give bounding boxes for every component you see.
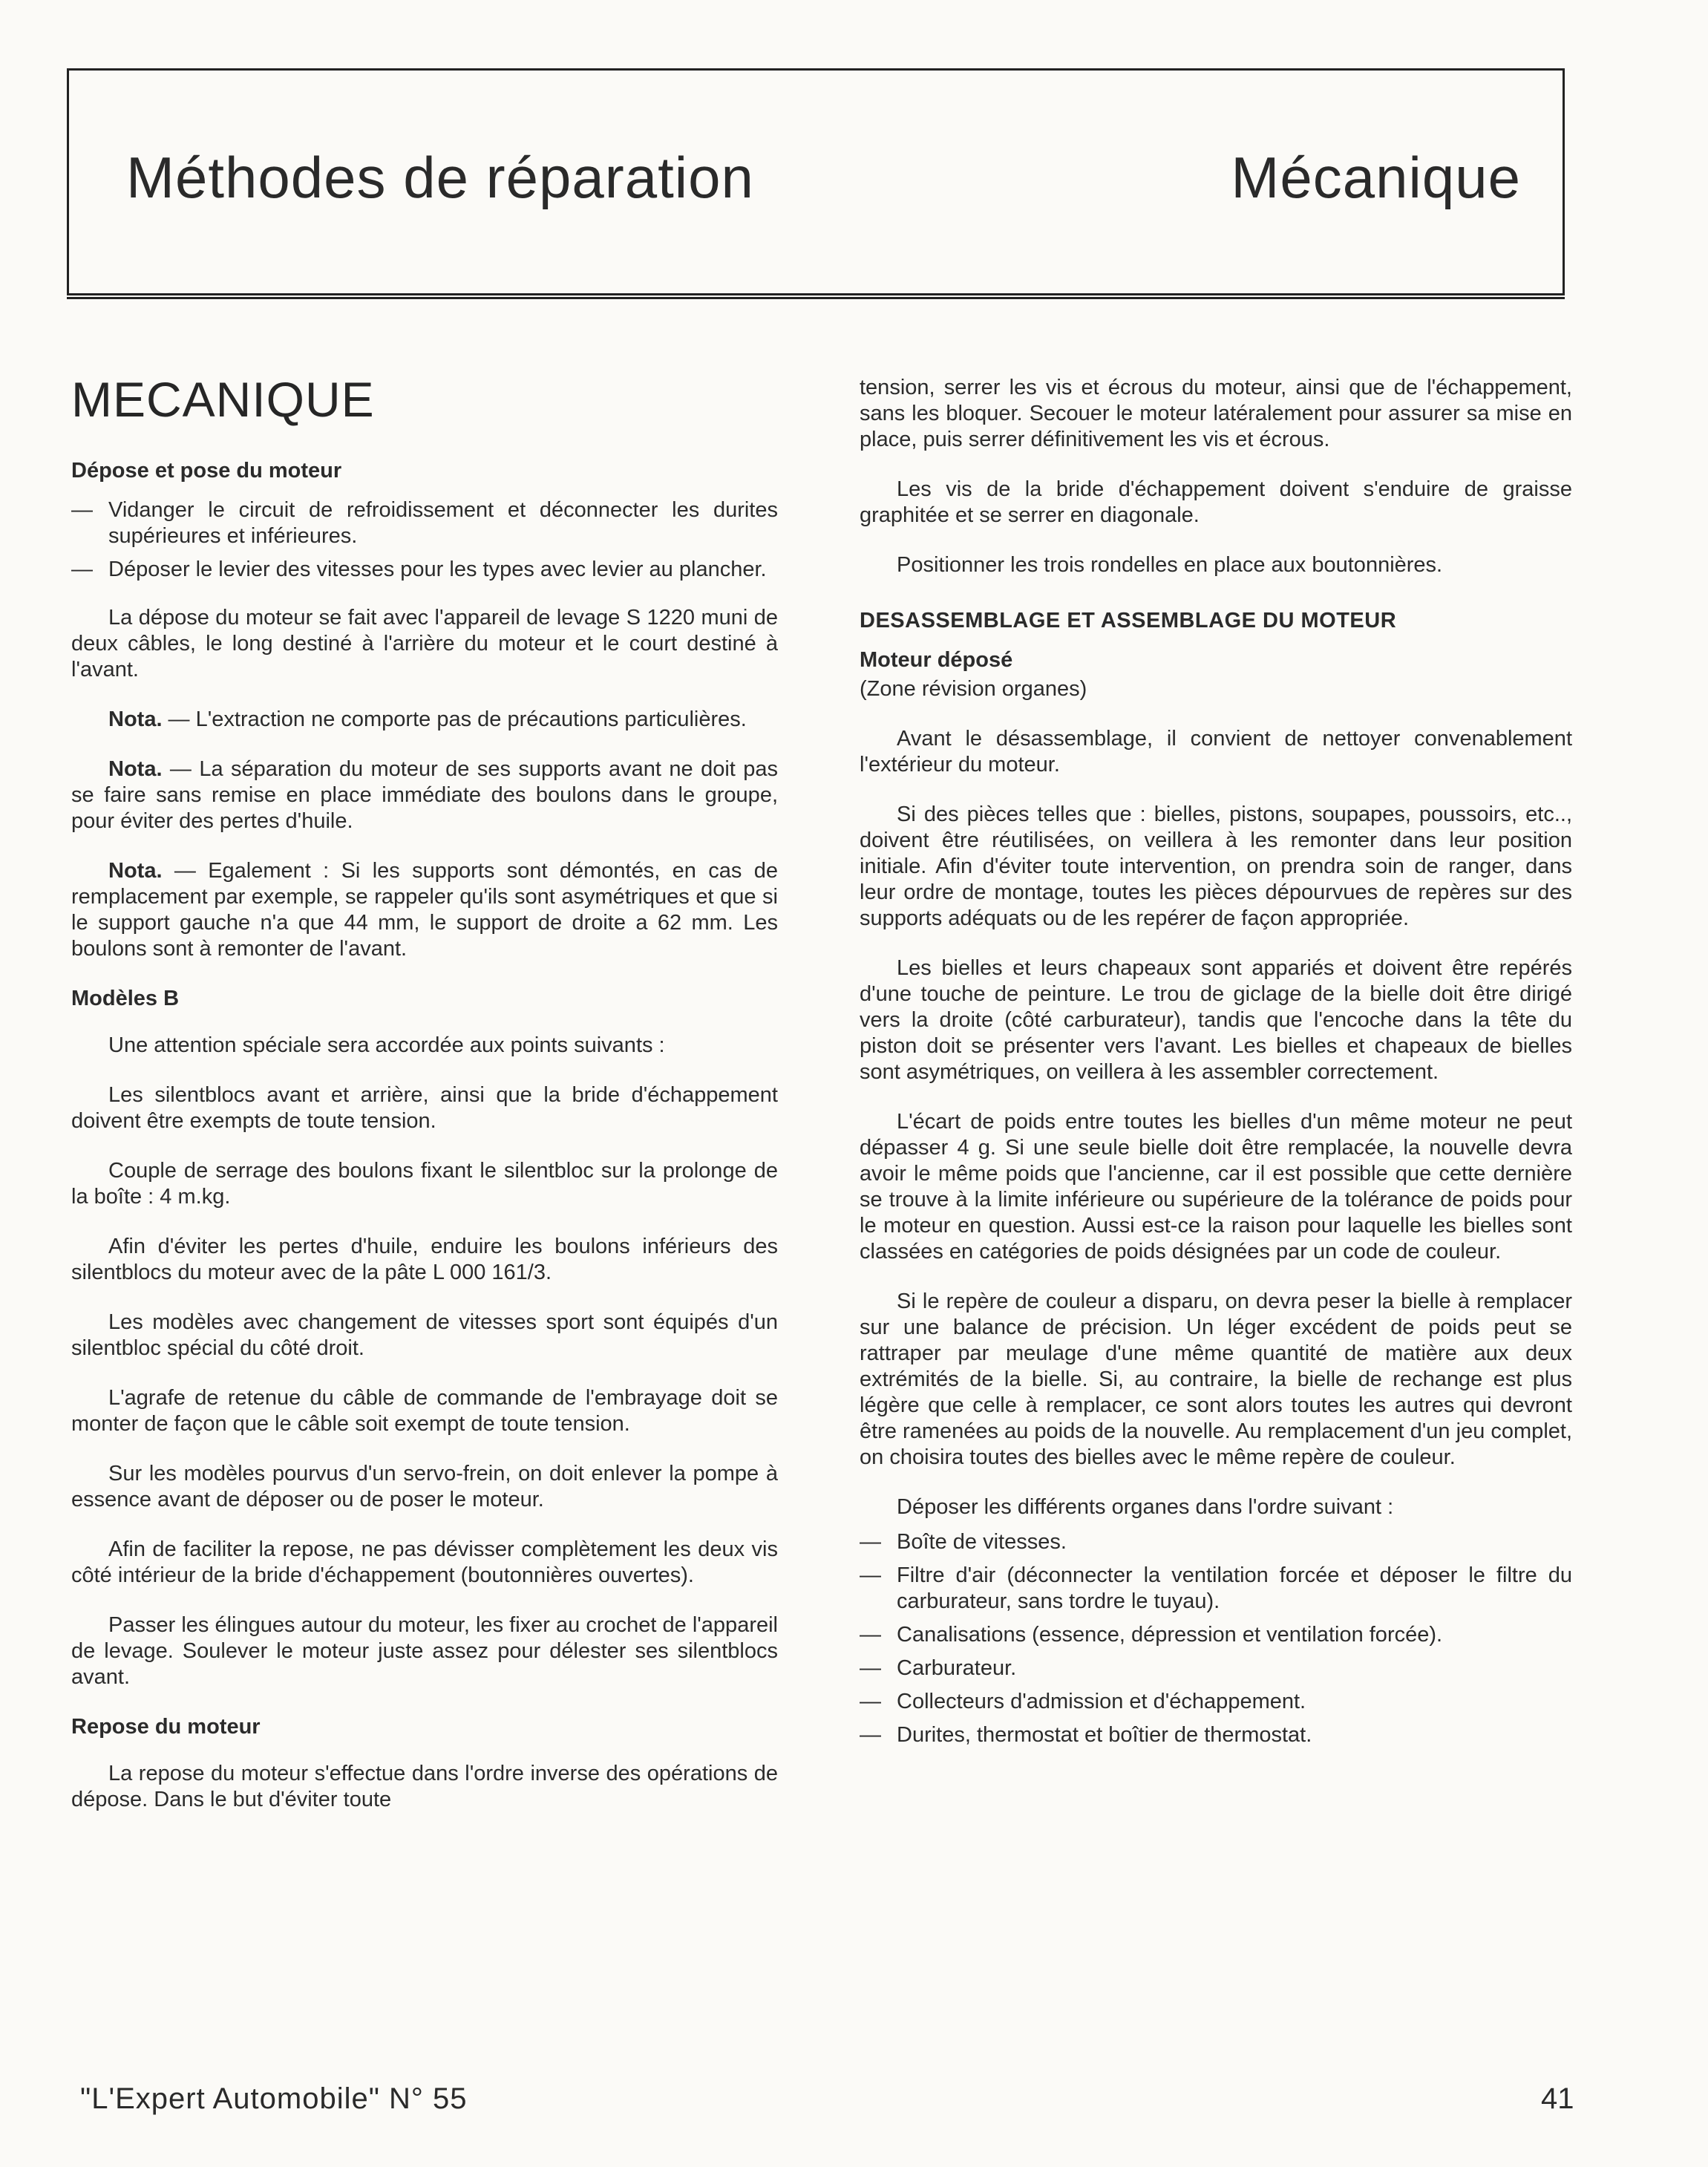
paragraph: tension, serrer les vis et écrous du moteur, ainsi que de l'échappement, sans les bloquer. Secouer le moteur latéralement pour assurer sa mise en place, puis serrer définitivement les vis et écrous. bbox=[860, 376, 1572, 451]
paragraph: Une attention spéciale sera accordée aux points suivants : bbox=[108, 1033, 665, 1057]
header-section-name: Mécanique bbox=[1231, 145, 1521, 210]
paragraph: Les modèles avec changement de vitesses sport sont équipés d'un silentbloc spécial du côté droit. bbox=[71, 1310, 778, 1360]
section-title: MECANIQUE bbox=[71, 372, 375, 427]
header-rule bbox=[67, 297, 1565, 299]
paragraph: Avant le désassemblage, il convient de nettoyer convenablement l'extérieur du moteur. bbox=[860, 727, 1572, 777]
subheading-moteur-depose: Moteur déposé bbox=[860, 648, 1013, 672]
paragraph: Les vis de la bride d'échappement doivent s'enduire de graisse graphitée et se serrer en diagonale. bbox=[860, 477, 1572, 527]
paragraph: L'agrafe de retenue du câble de commande de l'embrayage doit se monter de façon que le câble soit exempt de toute tension. bbox=[71, 1386, 778, 1436]
organ-list bbox=[860, 1529, 1572, 1748]
right-column bbox=[860, 375, 1572, 1756]
header-title: Méthodes de réparation bbox=[126, 145, 754, 210]
paragraph: Positionner les trois rondelles en place aux boutonnières. bbox=[897, 553, 1443, 577]
paragraph: L'écart de poids entre toutes les bielles d'un même moteur ne peut dépasser 4 g. Si une seule bielle doit être remplacée, la nouvelle devra avoir le même poids que l'ancienne, car il est possible que cette dernière se trouve à la limite inférieure ou supérieure de la tolérance de poids pour le moteur en question. Aussi est-ce la raison pour laquelle les bielles sont classées en catégories de poids désignées par un code de couleur. bbox=[860, 1110, 1572, 1264]
page-number: 41 bbox=[1541, 2082, 1574, 2115]
paragraph: Si le repère de couleur a disparu, on devra peser la bielle à remplacer sur une balance de précision. Un léger excédent de poids peut se rattraper par meulage d'une même quantité de matière aux deux extrémités de la bielle. Si, au contraire, la bielle de rechange est plus légère que celle à remplacer, ce sont alors toutes les autres qui devront être ramenées au poids de la nouvelle. Au remplacement d'un jeu complet, on choisira toutes des bielles avec le même repère de couleur. bbox=[860, 1290, 1572, 1469]
paragraph: Si des pièces telles que : bielles, pistons, soupapes, poussoirs, etc.., doivent être réutilisées, on veillera à les remonter dans leur position initiale. Afin d'éviter toute intervention, on prendra soin de ranger, dans leur ordre de montage, toutes les pièces dépourvues de repères sur des supports adéquats ou de les repérer de façon appropriée. bbox=[860, 803, 1572, 930]
list-item: — Vidanger le circuit de refroidissement et déconnecter les durites supérieures et inférieures. bbox=[71, 498, 778, 548]
paragraph: Sur les modèles pourvus d'un servo-frein, on doit enlever la pompe à essence avant de déposer ou de poser le moteur. bbox=[71, 1462, 778, 1511]
list-item: — Carburateur. bbox=[860, 1656, 1017, 1680]
paragraph: La dépose du moteur se fait avec l'appareil de levage S 1220 muni de deux câbles, le long destiné à l'arrière du moteur et le court destiné à l'avant. bbox=[71, 606, 778, 682]
subheading-depose: Dépose et pose du moteur bbox=[71, 459, 342, 483]
paragraph: Couple de serrage des boulons fixant le silentbloc sur la prolonge de la boîte : 4 m.kg. bbox=[71, 1159, 778, 1209]
list-item: — Canalisations (essence, dépression et ventilation forcée). bbox=[860, 1623, 1443, 1647]
paragraph: Les bielles et leurs chapeaux sont appariés et doivent être repérés d'une touche de peinture. Le trou de giclage de la bielle doit être dirigé vers la droite (côté carburateur), tandis que l'encoche dans la tête du piston doit se présenter vers l'avant. Les bielles et chapeaux de bielles sont asymétriques, on veillera à les assembler correctement. bbox=[860, 956, 1572, 1084]
subheading-repose: Repose du moteur bbox=[71, 1715, 261, 1739]
nota-paragraph: Nota. — L'extraction ne comporte pas de précautions particulières. bbox=[108, 707, 747, 731]
left-column bbox=[71, 372, 778, 1837]
paragraph: Afin d'éviter les pertes d'huile, enduire les boulons inférieurs des silentblocs du moteur avec de la pâte L 000 161/3. bbox=[71, 1235, 778, 1284]
paragraph: Afin de faciliter la repose, ne pas dévisser complètement les deux vis côté intérieur de la bride d'échappement (boutonnières ouvertes). bbox=[71, 1537, 778, 1587]
paragraph: La repose du moteur s'effectue dans l'ordre inverse des opérations de dépose. Dans le but d'éviter toute bbox=[71, 1762, 778, 1811]
paragraph: Passer les élingues autour du moteur, les fixer au crochet de l'appareil de levage. Soulever le moteur juste assez pour délester ses silentblocs avant. bbox=[71, 1613, 778, 1689]
paragraph: Les silentblocs avant et arrière, ainsi que la bride d'échappement doivent être exempts de toute tension. bbox=[71, 1083, 778, 1133]
dash-list bbox=[71, 497, 778, 583]
list-item: — Filtre d'air (déconnecter la ventilation forcée et déposer le filtre du carburateur, sans tordre le tuyau). bbox=[860, 1563, 1572, 1613]
subheading-modeles: Modèles B bbox=[71, 987, 180, 1010]
section-heading: DESASSEMBLAGE ET ASSEMBLAGE DU MOTEUR bbox=[860, 609, 1397, 633]
journal-reference: "L'Expert Automobile" N° 55 bbox=[80, 2082, 468, 2115]
nota-paragraph: Nota. — Egalement : Si les supports sont démontés, en cas de remplacement par exemple, se rappeler qu'ils sont asymétriques et que si le support gauche n'a que 44 mm, le support de droite a 62 mm. Les boulons sont à remonter de l'avant. bbox=[71, 859, 778, 961]
paragraph: Déposer les différents organes dans l'ordre suivant : bbox=[897, 1495, 1394, 1519]
list-item: — Déposer le levier des vitesses pour les types avec levier au plancher. bbox=[71, 558, 767, 581]
list-item: — Collecteurs d'admission et d'échappement. bbox=[860, 1690, 1306, 1713]
list-item: — Durites, thermostat et boîtier de thermostat. bbox=[860, 1723, 1312, 1747]
nota-paragraph: Nota. — La séparation du moteur de ses supports avant ne doit pas se faire sans remise en place immédiate des boulons dans le groupe, pour éviter des pertes d'huile. bbox=[71, 757, 778, 833]
zone-note: (Zone révision organes) bbox=[860, 677, 1087, 701]
list-item: — Boîte de vitesses. bbox=[860, 1530, 1067, 1554]
